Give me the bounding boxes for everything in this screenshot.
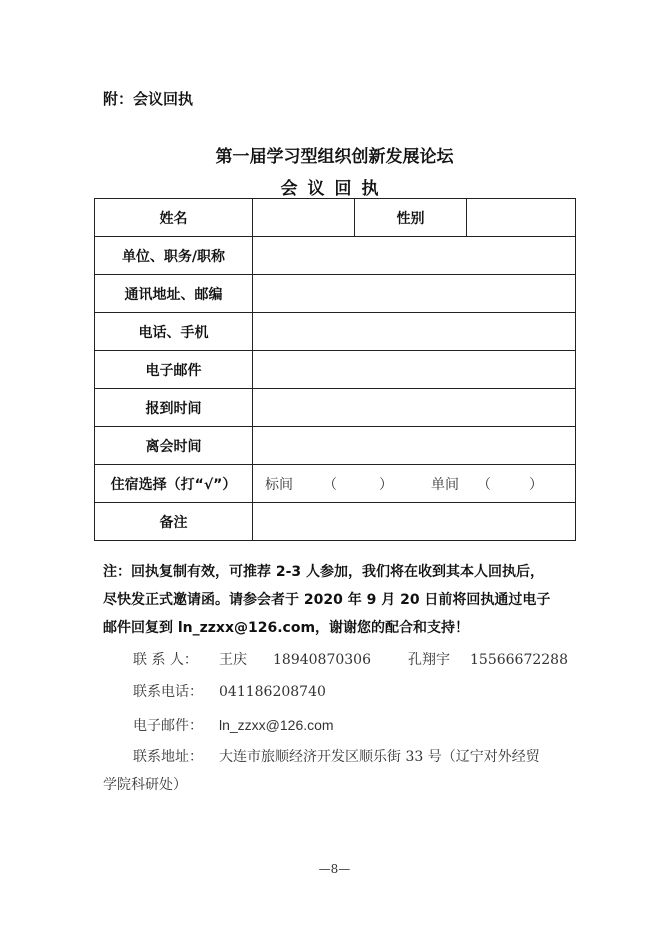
contact-address-label: 联系地址： (133, 749, 203, 765)
form-row-lodging (95, 465, 576, 503)
form-row (95, 389, 576, 427)
email-label: 电子邮件 (95, 351, 253, 389)
contact-phone-value: 041186208740 (219, 684, 326, 700)
gender-label: 性别 (355, 199, 467, 237)
arrival-time-field[interactable] (253, 389, 576, 427)
contact-phone-line (103, 678, 573, 706)
mailing-address-field[interactable] (253, 275, 576, 313)
contact-persons (103, 646, 573, 674)
organization-title-field[interactable] (253, 237, 576, 275)
gender-field[interactable] (467, 199, 576, 237)
mailing-address-label: 通讯地址、邮编 (95, 275, 253, 313)
page-subtitle: 会议回执 (280, 179, 389, 199)
single-room-label: 单间 (431, 476, 459, 493)
phone-label: 电话、手机 (95, 313, 253, 351)
form-row (95, 275, 576, 313)
note-line: 尽快发正式邀请函。请参会者于 2020 年 9 月 20 日前将回执通过电子 (103, 592, 551, 608)
note-line: 注：回执复制有效，可推荐 2-3 人参加，我们将在收到其本人回执后， (103, 564, 545, 580)
name-field[interactable] (253, 199, 355, 237)
page-number: —8— (318, 862, 351, 876)
organization-title-label: 单位、职务/职称 (95, 237, 253, 275)
phone-field[interactable] (253, 313, 576, 351)
standard-room-paren-close: ） (379, 476, 393, 493)
standard-room-label: 标间 (265, 476, 293, 493)
contact-person1-name: 王庆 (219, 652, 247, 668)
form-row (95, 503, 576, 541)
attachment-label: 附：会议回执 (103, 90, 194, 108)
email-field[interactable] (253, 351, 576, 389)
form-row-name (95, 199, 576, 237)
contact-person2-phone: 15566672288 (470, 652, 568, 668)
contact-person1-phone: 18940870306 (273, 652, 371, 668)
contact-address-block (103, 743, 573, 799)
single-room-paren-close: ） (529, 476, 543, 493)
form-row (95, 313, 576, 351)
single-room-paren-open: （ (477, 476, 491, 493)
lodging-label: 住宿选择（打“√”） (95, 465, 253, 503)
contact-person-label: 联 系 人： (133, 652, 198, 668)
departure-time-field[interactable] (253, 427, 576, 465)
note-line: 邮件回复到 ln_zzxx@126.com，谢谢您的配合和支持！ (103, 620, 470, 636)
contact-email-value[interactable]: ln_zzxx@126.com (219, 717, 334, 733)
contact-phone-label: 联系电话： (133, 684, 203, 700)
contact-email-line (103, 711, 573, 740)
form-row (95, 237, 576, 275)
contact-email-label: 电子邮件： (133, 718, 203, 734)
contact-address-line: 大连市旅顺经济开发区顺乐街 33 号（辽宁对外经贸 (219, 749, 540, 765)
remarks-label: 备注 (95, 503, 253, 541)
contact-address-line: 学院科研处） (103, 777, 187, 793)
receipt-form-table (94, 198, 576, 541)
remarks-field[interactable] (253, 503, 576, 541)
arrival-time-label: 报到时间 (95, 389, 253, 427)
name-label: 姓名 (95, 199, 253, 237)
lodging-options (253, 465, 576, 503)
form-row (95, 427, 576, 465)
contact-person2-name: 孔翔宇 (408, 652, 450, 668)
note-paragraph (103, 558, 578, 642)
page-title: 第一届学习型组织创新发展论坛 (215, 147, 454, 167)
standard-room-paren-open: （ (323, 476, 337, 493)
form-row (95, 351, 576, 389)
departure-time-label: 离会时间 (95, 427, 253, 465)
